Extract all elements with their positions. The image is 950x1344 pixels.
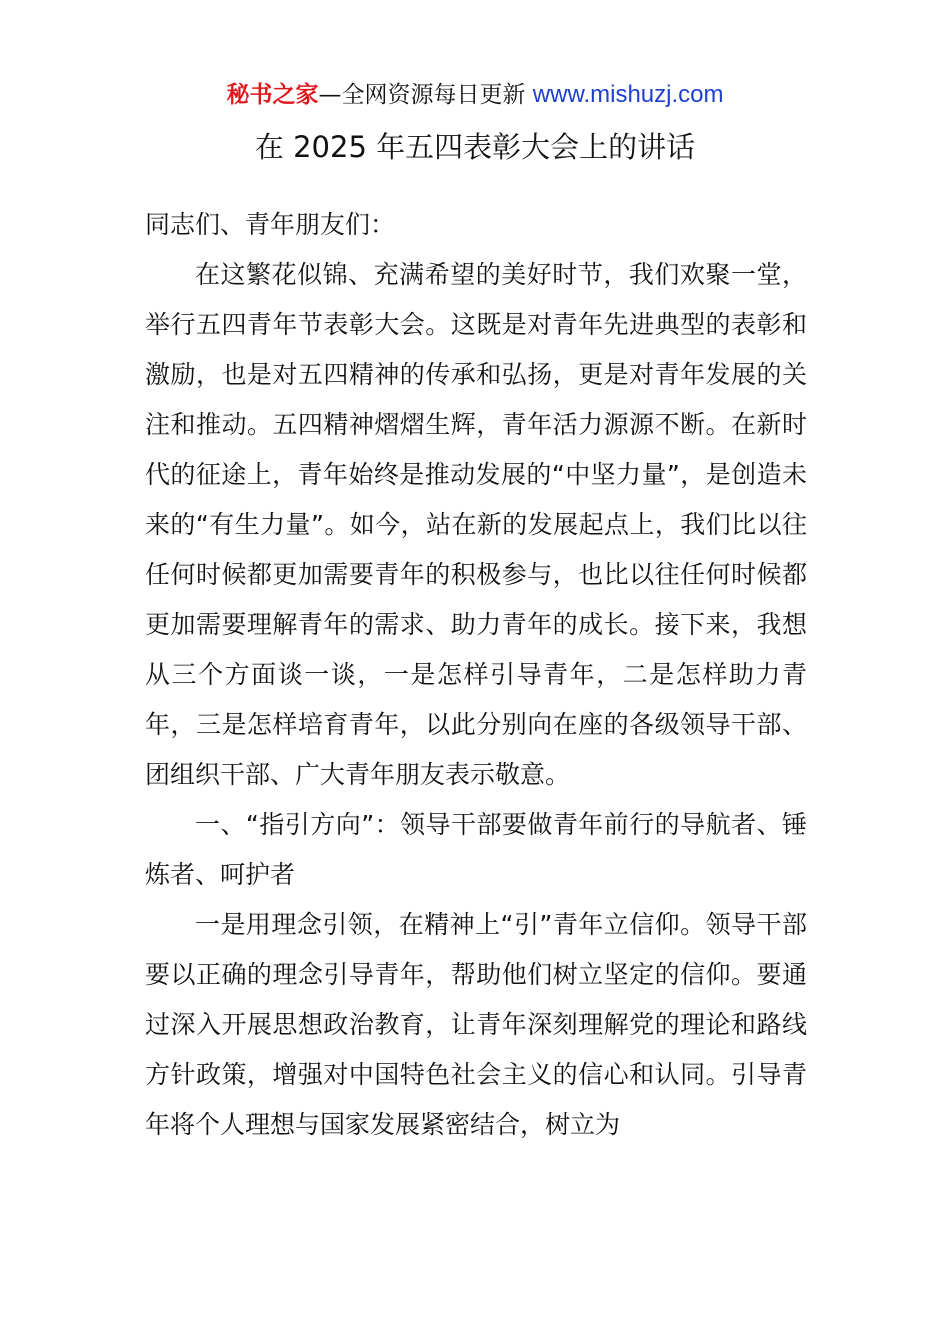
paragraph-intro: 在这繁花似锦、充满希望的美好时节，我们欢聚一堂，举行五四青年节表彰大会。这既是对青年先进典型的表彰和激励，也是对五四精神的传承和弘扬，更是对青年发展的关注和推动。五四精神熠熠生辉，青年活力源源不断。在新时代的征途上，青年始终是推动发展的“中坚力量”，是创造未来的“有生力量”。如今，站在新的发展起点上，我们比以往任何时候都更加需要青年的积极参与，也比以往任何时候都更加需要理解青年的需求、助力青年的成长。接下来，我想从三个方面谈一谈，一是怎样引导青年，二是怎样助力青年，三是怎样培育青年，以此分别向在座的各级领导干部、团组织干部、广大青年朋友表示敬意。 [145,260,807,789]
paragraph-point-1: 一是用理念引领，在精神上“引”青年立信仰。领导干部要以正确的理念引导青年，帮助他们树立坚定的信仰。要通过深入开展思想政治教育，让青年深刻理解党的理论和路线方针政策，增强对中国特色社会主义的信心和认同。引导青年将个人理想与国家发展紧密结合，树立为 [145,910,807,1139]
document-title: 在 2025 年五四表彰大会上的讲话 [254,130,696,164]
salutation: 同志们、青年朋友们： [145,210,396,239]
site-brand: 秘书之家 [226,82,319,108]
site-tagline: —全网资源每日更新 [318,82,526,108]
site-url[interactable]: www.mishuzj.com [532,81,724,108]
site-header [0,78,950,112]
section-heading-1: 一、“指引方向”：领导干部要做青年前行的导航者、锤炼者、呵护者 [145,810,807,889]
document-body [145,200,807,1150]
